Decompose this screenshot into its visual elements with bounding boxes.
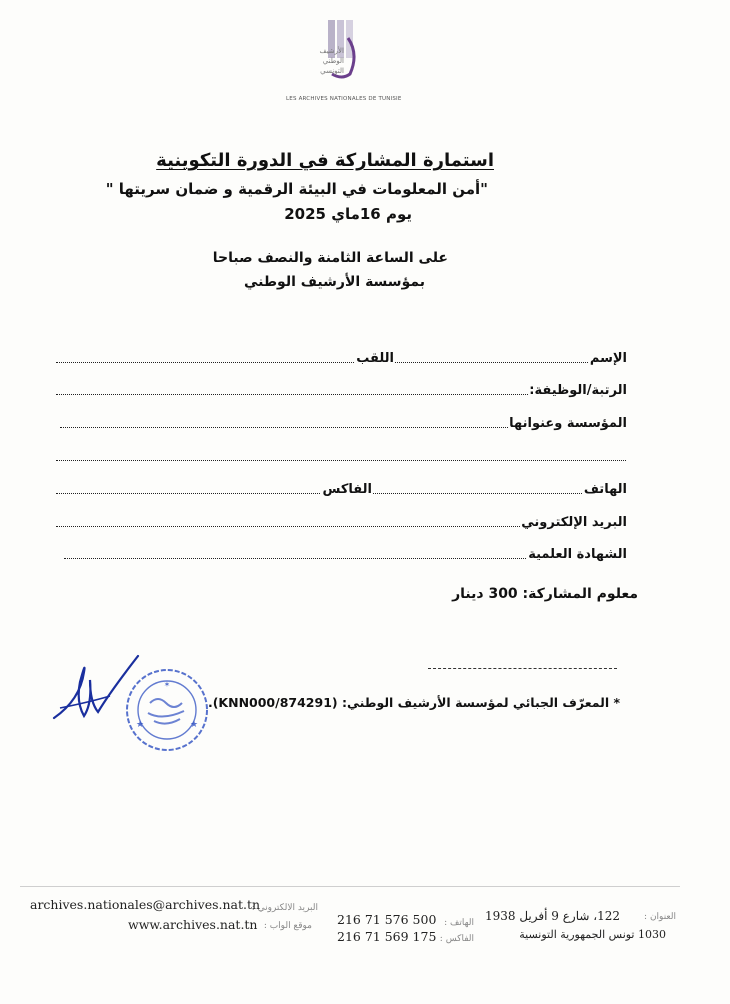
- training-time: على الساعة الثامنة والنصف صباحا: [212, 250, 448, 266]
- email-row: [56, 512, 628, 530]
- logo-french-text: LES ARCHIVES NATIONALES DE TUNISIE: [286, 96, 402, 102]
- name-label: الإسم: [589, 351, 627, 366]
- footer-web-value: www.archives.nat.tn: [128, 917, 258, 932]
- institution-fill-line-2[interactable]: [56, 460, 626, 461]
- institution-row: [60, 413, 628, 431]
- participation-fee: معلوم المشاركة: 300 دينار: [452, 586, 638, 602]
- form-title: استمارة المشاركة في الدورة التكوينية: [156, 150, 494, 171]
- name-surname-row: [56, 348, 628, 366]
- footer-web-label: موقع الواب :: [263, 921, 312, 931]
- footer-fax-value: 216 71 569 175: [337, 929, 437, 944]
- name-surname-fill-line[interactable]: [56, 362, 628, 363]
- footer-email-label: البريد الالكتروني :: [251, 903, 318, 913]
- institution-label: المؤسسة وعنوانها: [509, 416, 627, 431]
- logo-arabic-text: الأرشيف الوطني التونسي: [319, 47, 344, 75]
- tax-id-note: * المعرّف الجبائي لمؤسسة الأرشيف الوطني: (874291/KNN000).: [207, 695, 620, 710]
- training-subtitle: "أمن المعلومات في البيئة الرقمية و ضمان سريتها ": [105, 180, 488, 198]
- svg-text:★: ★: [136, 720, 145, 730]
- degree-label: الشهادة العلمية: [528, 547, 627, 562]
- footer-address-line2: 1030 تونس الجمهورية التونسية: [519, 928, 666, 941]
- footer-email-value: archives.nationales@archives.nat.tn: [30, 897, 261, 912]
- footer-address-label: العنوان :: [644, 912, 676, 922]
- dashed-separator: [428, 668, 617, 669]
- footer-fax-label: الفاكس :: [439, 934, 474, 944]
- phone-label: الهاتف: [583, 482, 627, 497]
- training-date: يوم 16ماي 2025: [284, 205, 412, 223]
- footer-phone-label: الهاتف :: [444, 918, 474, 928]
- rank-label: الرتبة/الوظيفة:: [529, 383, 627, 398]
- email-label: البريد الإلكتروني: [521, 515, 627, 530]
- training-place: بمؤسسة الأرشيف الوطني: [243, 274, 425, 290]
- institution-row-continued: [56, 446, 626, 464]
- archives-logo: [284, 18, 402, 104]
- fax-label: الفاكس: [322, 482, 372, 497]
- footer-address-value: 122، شارع 9 أفريل 1938: [484, 909, 620, 923]
- official-stamp-icon: [122, 667, 212, 753]
- surname-label: اللقب: [356, 351, 394, 366]
- svg-text:★: ★: [190, 720, 199, 730]
- footer-rule: [20, 886, 680, 887]
- svg-text:✶: ✶: [163, 680, 171, 689]
- rank-row: [56, 380, 628, 398]
- phone-fax-row: [56, 479, 628, 497]
- degree-row: [64, 544, 628, 562]
- footer-phone-value: 216 71 576 500: [337, 912, 437, 927]
